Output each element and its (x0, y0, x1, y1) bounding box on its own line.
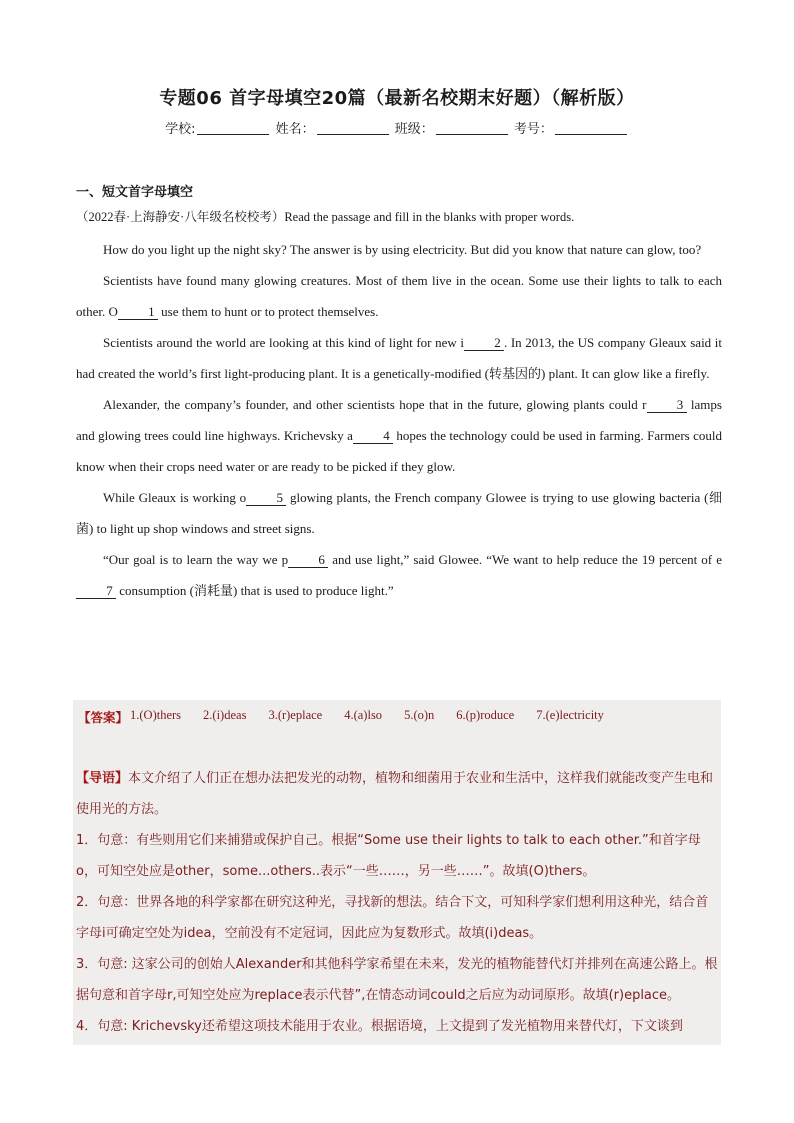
class-label: 班级： (394, 122, 434, 137)
blank-4: 4 (353, 429, 393, 444)
explanation (76, 763, 720, 1042)
blank-3: 3 (647, 398, 687, 413)
school-label: 学校: (165, 122, 196, 137)
answer-tag: 【答案】 (78, 710, 129, 725)
explanation-item: 3．句意: 这家公司的创始人Alexander和其他科学家希望在未来，发光的植物能替代灯并排列在高速公路上。根据句意和首字母r,可知空处应为replace表示代替”,在情态动词could之后应为动词原形。故填(r)eplace。 (76, 957, 718, 1003)
question-source: （2022春·上海静安·八年级名校校考）Read the passage and fill in the blanks with proper words. (76, 210, 575, 224)
answer-item: 6.(p)roduce (456, 708, 515, 722)
exam-number-blank (555, 134, 627, 135)
answer-item: 2.(i)deas (203, 708, 247, 722)
blank-6: 6 (288, 553, 328, 568)
name-label: 姓名： (275, 122, 315, 137)
paragraph: “Our goal is to learn the way we p 6 and use light,” said Glowee. “We want to help reduce the 19 percent of e7 consumption (消耗量) that is used to produce light.” (76, 544, 722, 606)
blank-1: 1 (118, 305, 158, 320)
answer-item: 7.(e)lectricity (536, 708, 604, 722)
info-fields (0, 118, 794, 137)
explanation-item: 1．句意：有些则用它们来捕猎或保护自己。根据“Some use their lights to talk to each other.”和首字母o，可知空处应是other，some...others..表示“一些……，另一些……”。故填(O)thers。 (76, 833, 701, 879)
paragraph: Scientists have found many glowing creatures. Most of them live in the ocean. Some use their lights to talk to each other. O 1 use them to hunt or to protect themselves. (76, 273, 722, 319)
school-blank (197, 134, 269, 135)
answer-item: 1.(O)thers (130, 708, 182, 722)
exam-number-label: 考号： (513, 122, 553, 137)
guide-paragraph: 【导语】本文介绍了人们正在想办法把发光的动物，植物和细菌用于农业和生活中，这样我们就能改变产生电和使用光的方法。 (76, 771, 714, 817)
answer-item: 3.(r)eplace (268, 708, 323, 722)
blank-5: 5 (246, 491, 286, 506)
paragraph: Alexander, the company’s founder, and other scientists hope that in the future, glowing plants could r 3 lamps and glowing trees could line highways. Krichevsky a 4 hopes the technology could be used in farming. Farmers could know when their crops need water or are ready to be picked if they glow. (76, 397, 723, 474)
class-blank (436, 134, 508, 135)
reading-passage (76, 234, 722, 606)
guide-tag: 【导语】 (76, 771, 129, 786)
explanation-item: 2．句意：世界各地的科学家都在研究这种光，寻找新的想法。结合下文，可知科学家们想利用这种光，结合首字母i可确定空处为idea，空前没有不定冠词，因此应为复数形式。故填(i)deas。 (76, 895, 709, 941)
document-title: 专题06 首字母填空20篇（最新名校期末好题）（解析版） (159, 88, 635, 109)
answer-item: 4.(a)lso (344, 708, 383, 722)
paragraph: While Gleaux is working o 5 glowing plants, the French company Glowee is trying to use glowing bacteria (细菌) to light up shop windows and street signs. (76, 490, 722, 536)
name-blank (317, 134, 389, 135)
explanation-item: 4．句意: Krichevsky还希望这项技术能用于农业。根据语境，上文提到了发光植物用来替代灯，下文谈到 (76, 1019, 683, 1034)
section-heading: 一、短文首字母填空 (76, 185, 194, 200)
answer-item: 5.(o)n (404, 708, 435, 722)
paragraph: Scientists around the world are looking at this kind of light for new i 2 . In 2013, the US company Gleaux said it had created the world’s first light-producing plant. It is a genetically-modified (转基因的) plant. It can glow like a firefly. (76, 335, 723, 381)
paragraph: How do you light up the night sky? The answer is by using electricity. But did you know that nature can glow, too? (103, 242, 702, 257)
blank-7: 7 (76, 584, 116, 599)
blank-2: 2 (464, 336, 504, 351)
answer-row (78, 708, 718, 726)
